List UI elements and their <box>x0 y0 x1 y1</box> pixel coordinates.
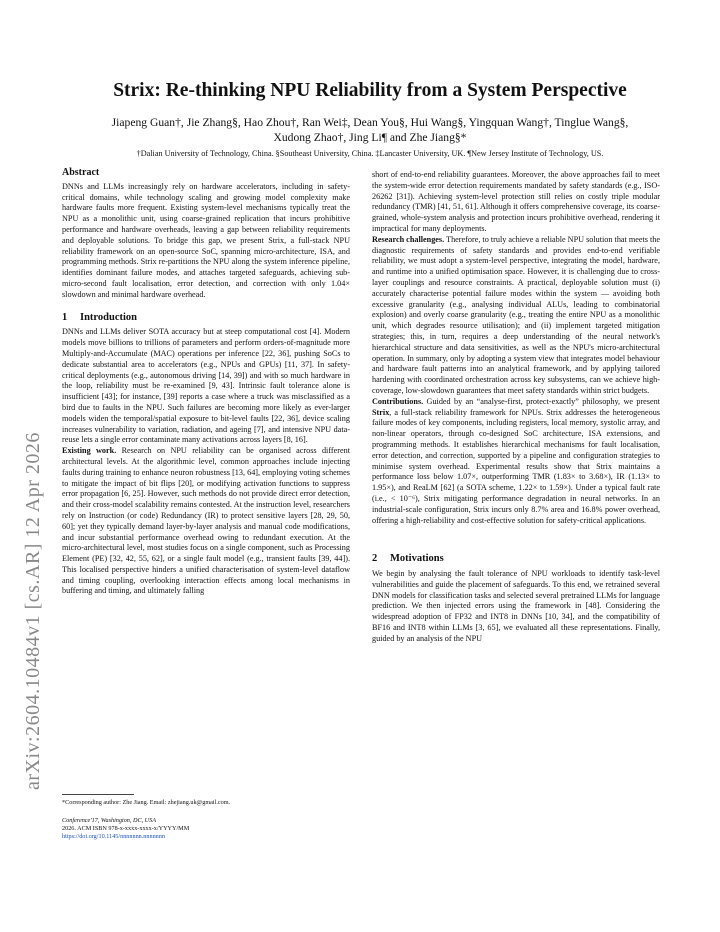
contributions-text-a: Guided by an “analyse-first, protect-exactly” philosophy, we present <box>423 396 660 406</box>
section-1-title: Introduction <box>80 311 137 323</box>
intro-paragraph-2 <box>62 446 350 597</box>
authors-line-2: Xudong Zhao†, Jing Li¶ and Zhe Jiang§* <box>273 131 467 144</box>
arxiv-sidebar <box>6 150 44 790</box>
corresponding-author-note: *Corresponding author: Zhe Jiang. Email: zhejiang.uk@gmail.com. <box>62 799 231 806</box>
existing-work-label: Existing work. <box>62 446 117 456</box>
left-column <box>62 168 350 597</box>
motivations-paragraph: We begin by analysing the fault tolerance of NPU workloads to identify task-level vulnerabilities and guide the placement of safeguards. To this end, we retrained several DNN models for classification tasks and selected several pretrained LLMs for language prediction. We then injected errors using the framework in [48]. Considering the widespread adoption of FP32 and INT8 in DNNs [10, 34], and the compatibility of BF16 and INT8 within LLMs [3, 65], we evaluated all these representations. Finally, guided by an analysis of the NPU <box>372 569 660 643</box>
challenges-text: Therefore, to truly achieve a reliable NPU solution that meets the diagnostic requirements of safety standards and provides end-to-end verifiable reliability, we must adopt a system-level perspective, integrating the model, hardware, and runtime into a unified optimisation space. However, it is challenging due to cross-layer couplings and resource constraints. A practical, deployable solution must (i) accurately characterise potential failure modes within the system — avoiding both excessive granularity (e.g., analysing individual ALUs, leading to combinatorial explosion) and overly coarse granularity (e.g., treating the entire NPU as a monolithic unit, which degrades resource utilisation); and (ii) implement targeted mitigation strategies; this, in turn, requires a deep understanding of the neural network's hierarchical structure and data sensitivities, as well as the NPU's micro-architectural operation. In summary, only by adopting a system view that integrates model behaviour and hardware fault patterns into an analytical framework, and by applying tailored hardening with coordinated orchestration across key subsystems, can we achieve high-coverage, low-slowdown guarantees that meet safety standards within strict budgets. <box>372 234 661 395</box>
contributions-paragraph <box>372 397 660 527</box>
arxiv-identifier: arXiv:2604.10484v1 [cs.AR] 12 Apr 2026 <box>22 432 44 790</box>
doi-link[interactable]: https://doi.org/10.1145/nnnnnnn.nnnnnnn <box>62 833 165 840</box>
existing-work-text: Research on NPU reliability can be organised across different architectural levels. At the algorithmic level, common approaches include injecting faults during training to enhance neuron robustness [13, 64], employing voting schemes to mitigate the impact of bit flips [20], or modifying activation functions to suppress error propagation [6, 25]. However, such methods do not provide direct error detection, and their cross-model scalability remains contested. At the instruction level, researchers rely on Instruction (or code) Redundancy (IR) to protect sensitive layers [28, 29, 50, 60]; yet they typically demand layer-by-layer analysis and manual code modifications, and incur substantial performance overhead owing to redundant execution. At the micro-architectural level, most studies focus on a single component, such as Processing Element (PE) [32, 42, 55, 62], or a single fault model (e.g., transient faults [39, 44]). This localised perspective hinders a unified characterisation of system-level dataflow and timing coupling, overlooking interaction effects among local mechanisms in buffering and timing, and ultimately falling <box>62 446 350 596</box>
affiliations: †Dalian University of Technology, China. §Southeast University, China. ‡Lancaster University, UK. ¶New Jersey Institute of Technology, US. <box>136 149 604 158</box>
footnotes <box>62 794 350 841</box>
author-list <box>62 115 678 145</box>
section-1-heading <box>62 313 350 324</box>
contributions-label: Contributions. <box>372 396 424 406</box>
right-column <box>372 170 660 645</box>
footnote-rule <box>62 794 134 795</box>
section-2-heading <box>372 554 660 565</box>
abstract-text: DNNs and LLMs increasingly rely on hardware accelerators, including in safety-critical domains, while technology scaling and growing model complexity make hardware faults more frequent. Existing system-level mechanisms typically treat the NPU as a monolithic unit, using coarse-grained replication that incurs prohibitive performance and hardware overheads, leaving a gap between reliability requirements and deployable solutions. To bridge this gap, we present Strix, a full-stack NPU reliability framework on an open-source SoC, spanning micro-architecture, ISA, and programming methods. Strix re-partitions the NPU along the system inference pipeline, identifies dominant failure modes, and attaches targeted safeguards, achieving sub-micro-second fault localisation, error detection, and correction with only 1.04× slowdown and minimal hardware overhead. <box>62 181 350 299</box>
conference-line: Conference'17, Washington, DC, USA <box>62 817 157 824</box>
intro-paragraph-1: DNNs and LLMs deliver SOTA accuracy but at steep computational cost [4]. Modern models move billions to trillions of parameters and perform orders-of-magnitude more Multiply-and-Accumulate (MAC) operations per inference [22, 36], pushing SoCs to dedicate substantial area to accelerators (e.g., NPUs and GPUs) [11, 37]. In safety-critical deployments (e.g., autonomous driving [14, 39]) and with so much hardware in the loop, reliability must be re-examined [9, 43]. Intrinsic fault tolerance alone is insufficient [43]; for instance, [39] reports a case where a truck was misclassified as a bird due to faults in the NPU. Such failures are becoming more likely as ever-larger models widen the temporal/spatial exposure to bit-level faults [22, 36], device scaling increases vulnerability to variation, radiation, and ageing [7], and intensive NPU data-reuse lets a single error contaminate many activations across layers [8, 16]. <box>62 327 350 445</box>
contributions-text-b: , a full-stack reliability framework for NPUs. Strix addresses the heterogeneous failure modes of key components, including registers, local memory, systolic array, and non-linear operators, through co-designed SoC architecture, ISA extensions, and programming methods. It establishes hierarchical mechanisms for fault localisation, error detection, and correction, supported by a pipeline and configuration strategies to minimise system overhead. Experimental results show that Strix maintains a performance loss below 1.07×, outperforming TMR (1.83× to 3.68×), IR (1.13× to 1.95×), and ReaLM [62] (a SOTA scheme, 1.22× to 1.59×). Under a typical fault rate (i.e., < 10⁻⁶), Strix mitigating performance degradation in neural networks. In an industrial-scale configuration, Strix incurs only 8.7% area and 16.8% power overhead, offering a high-reliability and cost-effective solution for safety-critical applications. <box>372 407 660 525</box>
challenges-label: Research challenges. <box>372 234 445 244</box>
intro-continuation: short of end-to-end reliability guarantees. Moreover, the above approaches fail to meet the system-wide error detection requirements mandated by safety standards (e.g., ISO-26262 [31]). Achieving system-level protection still relies on costly triple modular redundancy (TMR) [41, 51, 61]. Although it offers comprehensive coverage, its coarse-grained, whole-system analysis and protection incurs prohibitive overhead, rendering it impractical for many deployments. <box>372 170 660 233</box>
abstract-heading: Abstract <box>62 167 100 178</box>
paper-title: Strix: Re-thinking NPU Reliability from a System Perspective <box>113 80 627 101</box>
authors-line-1: Jiapeng Guan†, Jie Zhang§, Hao Zhou†, Ran Wei‡, Dean You§, Hui Wang§, Yingquan Wang†, Tinglue Wang§, <box>111 116 629 129</box>
section-2-number: 2 <box>372 553 378 565</box>
challenges-paragraph <box>372 235 660 397</box>
section-2-title: Motivations <box>390 553 444 565</box>
section-1-number: 1 <box>62 311 68 323</box>
strix-name: Strix <box>372 407 390 417</box>
isbn-line: 2026. ACM ISBN 978-x-xxxx-xxxx-x/YYYY/MM <box>62 825 190 832</box>
